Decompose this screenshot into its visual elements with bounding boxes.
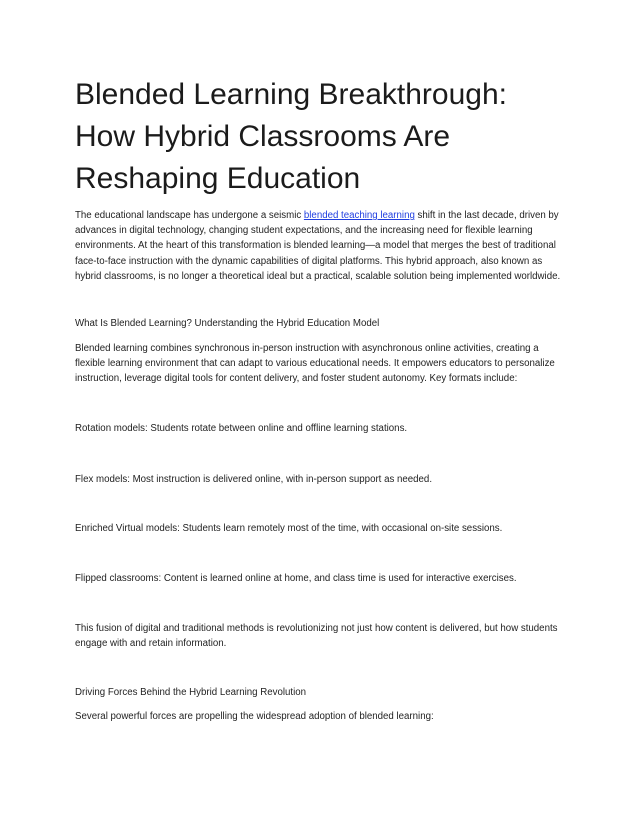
section-heading-what-is: What Is Blended Learning? Understanding the Hybrid Education Model [75,318,380,329]
format-item-flex: Flex models: Most instruction is delivered online, with in-person support as needed. [75,474,433,485]
section1-conclusion: This fusion of digital and traditional methods is revolutionizing not just how content is delivered, but how students engage with and retain information. [75,623,558,650]
section2-body: Several powerful forces are propelling the widespread adoption of blended learning: [75,711,434,722]
format-item-rotation: Rotation models: Students rotate between online and offline learning stations. [75,423,408,434]
section1-body: Blended learning combines synchronous in-person instruction with asynchronous online activities, creating a flexible learning environment that can adapt to various educational needs. It empowers educators to personalize instruction, leverage digital tools for content delivery, and foster student autonomy. Key formats include: [75,343,555,385]
article-title: Blended Learning Breakthrough: How Hybrid Classrooms Are Reshaping Education [75,78,507,195]
intro-text-start: The educational landscape has undergone a seismic [75,210,304,221]
blended-teaching-learning-link[interactable]: blended teaching learning [303,210,415,221]
intro-text-end: shift in the last decade, driven by advances in digital technology, changing student expectations, and the increasing need for flexible learning environments. At the heart of this transformation is blended learning—a model that merges the best of traditional face-to-face instruction with the dynamic capabilities of digital platforms. This hybrid approach, also known as hybrid classrooms, is no longer a theoretical ideal but a practical, scalable solution being implemented worldwide. [75,210,561,282]
section-heading-driving-forces: Driving Forces Behind the Hybrid Learning Revolution [75,687,307,698]
format-item-enriched-virtual: Enriched Virtual models: Students learn remotely most of the time, with occasional on-site sessions. [75,523,503,534]
format-item-flipped: Flipped classrooms: Content is learned online at home, and class time is used for interactive exercises. [75,573,517,584]
intro-paragraph [75,208,565,284]
